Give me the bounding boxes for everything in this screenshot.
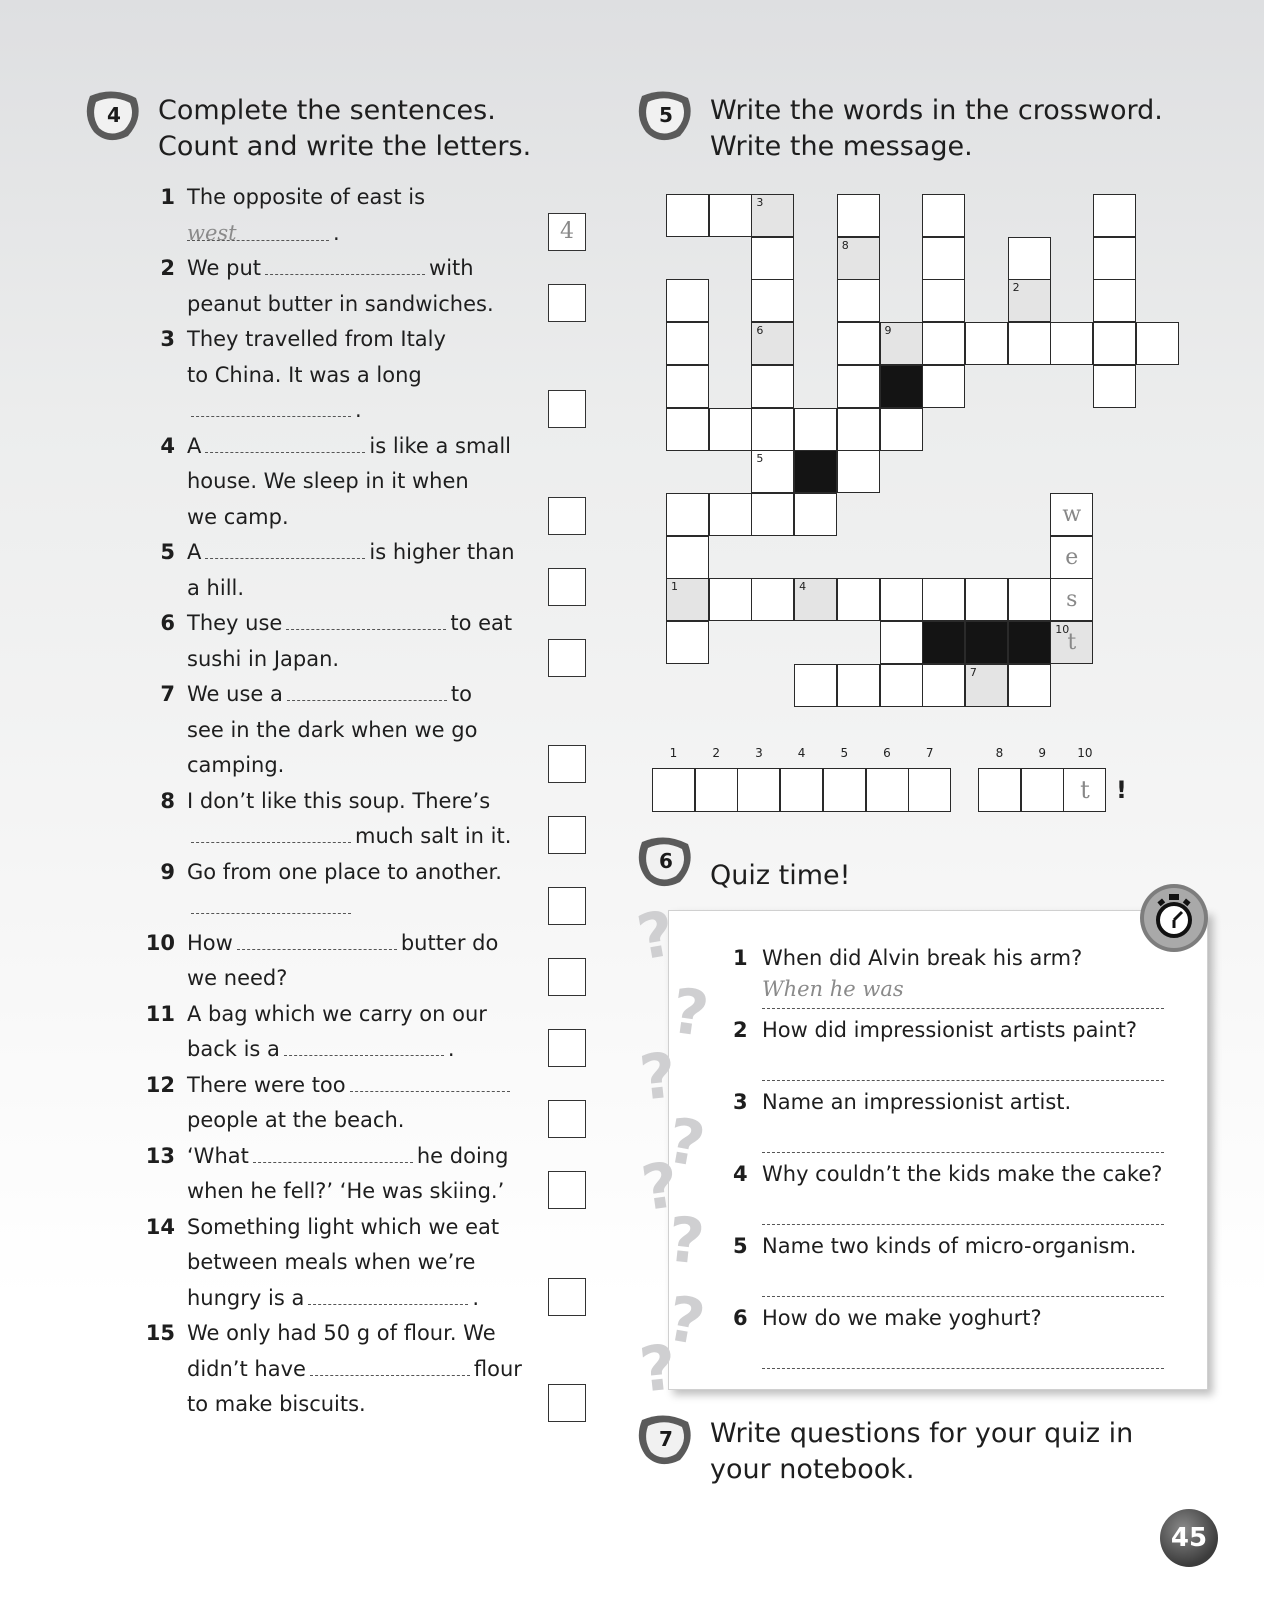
crossword-cell[interactable] xyxy=(1050,493,1093,536)
sentence-number: 2 xyxy=(160,256,175,280)
sentence-number: 10 xyxy=(145,930,175,955)
letter-count-box[interactable] xyxy=(548,1278,586,1316)
answer-blank[interactable] xyxy=(286,610,446,630)
crossword-cell[interactable] xyxy=(922,237,965,280)
sentence-item xyxy=(140,1209,535,1316)
sentence-line xyxy=(187,1067,514,1103)
message-exclamation: ! xyxy=(1116,776,1127,804)
quiz-question xyxy=(733,1301,1163,1371)
answer-blank[interactable] xyxy=(310,1356,470,1376)
crossword-cell[interactable] xyxy=(751,322,794,365)
crossword-black-cell xyxy=(922,621,965,664)
crossword-black-cell xyxy=(1008,621,1051,664)
crossword-cell[interactable] xyxy=(922,322,965,365)
sentence-item xyxy=(140,534,535,605)
crossword-black-cell xyxy=(880,365,923,408)
sentence-number: 8 xyxy=(160,788,175,813)
exercise-4-number: 4 xyxy=(107,103,121,127)
message-letter-box[interactable] xyxy=(1021,768,1064,812)
crossword-cell[interactable] xyxy=(794,664,837,707)
exercise-7-heading-line1: Write questions for your quiz in xyxy=(710,1418,1134,1449)
crossword-cell[interactable] xyxy=(1050,536,1093,579)
sentence-text: back is a xyxy=(187,1037,280,1061)
crossword-cell[interactable] xyxy=(666,322,709,365)
crossword-cell[interactable] xyxy=(837,237,880,280)
clue-number: 3 xyxy=(756,196,764,209)
answer-blank[interactable] xyxy=(191,823,351,843)
sentence-text: see in the dark when we go xyxy=(187,717,478,742)
crossword-cell[interactable] xyxy=(1050,322,1093,365)
answer-blank[interactable] xyxy=(265,255,425,275)
message-letter-box[interactable] xyxy=(908,768,951,812)
letter-count-box[interactable] xyxy=(548,568,586,606)
crossword-cell[interactable] xyxy=(794,493,837,536)
quiz-question xyxy=(733,1157,1163,1227)
sentence-line xyxy=(187,996,487,1032)
quiz-question-number: 4 xyxy=(733,1162,748,1186)
crossword-cell[interactable] xyxy=(837,408,880,451)
quiz-question-number: 6 xyxy=(733,1306,748,1330)
crossword-cell[interactable] xyxy=(1093,194,1136,237)
sentence-line xyxy=(187,1351,522,1387)
sentence-text: flour xyxy=(473,1356,522,1381)
crossword-cell[interactable] xyxy=(751,493,794,536)
sentence-text: to xyxy=(450,682,472,706)
sentence-line xyxy=(187,392,362,428)
question-mark-decoration: ? xyxy=(637,1147,683,1226)
question-mark-decoration: ? xyxy=(664,1202,708,1279)
message-number: 8 xyxy=(995,746,1004,760)
crossword-cell[interactable] xyxy=(837,578,880,621)
quiz-answer-line[interactable] xyxy=(762,1121,1164,1153)
crossword-cell[interactable] xyxy=(880,322,923,365)
crossword-cell[interactable] xyxy=(666,194,709,237)
sentence-item xyxy=(140,605,535,676)
sentence-number: 12 xyxy=(145,1072,175,1097)
sentence-text: we camp. xyxy=(187,504,289,529)
crossword-cell[interactable] xyxy=(880,621,923,664)
crossword-cell[interactable] xyxy=(751,365,794,408)
sentence-text: A bag which we carry on our xyxy=(187,1001,487,1026)
message-number: 10 xyxy=(1077,746,1093,760)
sentence-text: between meals when we’re xyxy=(187,1250,476,1274)
sentence-number: 1 xyxy=(160,185,175,209)
crossword-cell[interactable] xyxy=(880,578,923,621)
quiz-question-text: When did Alvin break his arm? xyxy=(762,946,1083,970)
sentence-item xyxy=(140,321,535,428)
sentence-text: . xyxy=(447,1037,455,1061)
exercise-5-heading-line2: Write the message. xyxy=(710,131,973,162)
sentence-text: ‘What xyxy=(187,1143,249,1168)
answer-blank[interactable] xyxy=(187,215,329,245)
sentence-number: 9 xyxy=(160,859,175,884)
question-mark-decoration: ? xyxy=(636,1330,680,1407)
sentence-text: a hill. xyxy=(187,575,245,600)
sentence-text: to China. It was a long xyxy=(187,362,422,387)
sentence-text: The opposite of east is xyxy=(187,185,426,209)
message-number: 6 xyxy=(883,746,891,760)
message-number: 2 xyxy=(712,746,720,760)
sentence-line xyxy=(187,499,289,535)
exercise-4-heading xyxy=(158,93,531,165)
exercise-5-heading-line1: Write the words in the crossword. xyxy=(710,95,1163,126)
message-letter-box[interactable] xyxy=(695,768,738,812)
quiz-answer-line[interactable] xyxy=(762,1337,1164,1369)
letter-count-box[interactable] xyxy=(548,1384,586,1422)
letter-count-box[interactable] xyxy=(548,1100,586,1138)
sentence-number: 3 xyxy=(160,327,175,351)
clue-number: 2 xyxy=(1012,281,1020,295)
crossword-cell[interactable] xyxy=(922,279,965,322)
crossword-cell[interactable] xyxy=(751,279,794,322)
question-mark-decoration: ? xyxy=(662,1281,711,1360)
exercise-6-badge xyxy=(636,834,694,888)
sentence-text: didn’t have xyxy=(187,1356,306,1381)
crossword-cell[interactable] xyxy=(922,664,965,707)
clue-number: 8 xyxy=(841,238,849,252)
crossword-cell[interactable] xyxy=(837,365,880,408)
answer-blank[interactable] xyxy=(287,681,447,701)
crossword-letter: w xyxy=(1062,501,1082,527)
crossword-cell[interactable] xyxy=(1008,322,1051,365)
sentence-line xyxy=(187,854,502,890)
message-number: 9 xyxy=(1038,746,1046,760)
message-letter-box[interactable] xyxy=(780,768,823,812)
sentence-line xyxy=(187,1244,475,1280)
crossword-cell[interactable] xyxy=(709,194,752,237)
message-letter-box[interactable] xyxy=(823,768,866,812)
crossword-cell[interactable] xyxy=(1093,279,1136,322)
sentence-text: They use xyxy=(187,611,283,635)
letter-count-box[interactable] xyxy=(548,390,586,428)
exercise-4-heading-line2: Count and write the letters. xyxy=(158,131,532,162)
quiz-question-number: 3 xyxy=(733,1090,748,1114)
crossword-cell[interactable] xyxy=(794,408,837,451)
sentence-text: A xyxy=(187,433,202,458)
crossword-cell[interactable] xyxy=(709,493,752,536)
sentence-line xyxy=(187,1031,455,1067)
letter-count-box[interactable] xyxy=(548,639,586,677)
sentence-text: Go from one place to another. xyxy=(187,859,502,884)
answer-blank[interactable] xyxy=(284,1036,444,1056)
sentence-text: . xyxy=(333,220,340,245)
sentence-number: 4 xyxy=(160,433,175,458)
answer-blank[interactable] xyxy=(191,397,351,417)
sentence-item xyxy=(140,676,535,783)
answer-blank[interactable] xyxy=(253,1143,413,1163)
crossword-cell[interactable] xyxy=(709,578,752,621)
crossword-cell[interactable] xyxy=(751,578,794,621)
crossword-cell[interactable] xyxy=(1136,322,1179,365)
sentence-number: 7 xyxy=(160,682,175,706)
crossword-cell[interactable] xyxy=(837,664,880,707)
sentence-line xyxy=(187,925,498,961)
sentence-text: hungry is a xyxy=(187,1285,305,1310)
sentence-line xyxy=(187,357,422,393)
sentence-text: Something light which we eat xyxy=(187,1214,500,1239)
sentence-text: How xyxy=(187,930,233,955)
answer-blank[interactable] xyxy=(350,1072,510,1092)
sentence-item xyxy=(140,1067,535,1138)
sentence-line xyxy=(187,215,340,251)
answer-blank[interactable] xyxy=(205,433,365,453)
handwritten-answer: west xyxy=(187,220,237,245)
sentence-text: We put xyxy=(187,256,262,280)
crossword-black-cell xyxy=(965,621,1008,664)
sentence-text: we need? xyxy=(187,966,288,990)
crossword-cell[interactable] xyxy=(666,365,709,408)
message-letter-box[interactable] xyxy=(978,768,1021,812)
message-number: 5 xyxy=(840,746,849,760)
quiz-question xyxy=(733,1085,1163,1155)
sentence-item xyxy=(140,250,535,321)
sentence-line xyxy=(187,1102,404,1138)
letter-count-box[interactable] xyxy=(548,958,586,996)
quiz-answer-line[interactable] xyxy=(762,977,1164,1009)
sentence-item xyxy=(140,925,535,996)
sentence-line xyxy=(187,676,472,712)
crossword-cell[interactable] xyxy=(880,408,923,451)
sentence-item xyxy=(140,996,535,1067)
crossword-cell[interactable] xyxy=(837,194,880,237)
exercise-6-number: 6 xyxy=(659,849,673,873)
sentence-line xyxy=(187,1209,499,1245)
exercise-4-badge xyxy=(84,88,142,142)
exercise-5-number: 5 xyxy=(659,103,673,127)
clue-number: 10 xyxy=(1055,623,1070,636)
letter-count-box[interactable] xyxy=(548,1171,586,1209)
sentence-item xyxy=(140,854,535,925)
sentence-line xyxy=(187,534,515,570)
sentence-text: They travelled from Italy xyxy=(187,327,446,351)
sentence-line xyxy=(187,1315,496,1351)
crossword-cell[interactable] xyxy=(666,279,709,322)
question-mark-decoration: ? xyxy=(667,973,713,1052)
letter-count-box[interactable]: 4 xyxy=(548,213,586,251)
sentence-line xyxy=(187,712,477,748)
exercise-7-badge xyxy=(636,1412,694,1466)
sentence-number: 14 xyxy=(145,1214,175,1239)
sentence-text: camping. xyxy=(187,753,285,777)
sentence-number: 15 xyxy=(145,1321,175,1345)
sentence-line xyxy=(187,286,494,322)
crossword-cell[interactable] xyxy=(1093,237,1136,280)
letter-count-box[interactable] xyxy=(548,284,586,322)
message-letter-box[interactable] xyxy=(737,768,780,812)
quiz-question xyxy=(733,1013,1163,1083)
sentence-item xyxy=(140,1315,535,1422)
exercise-6-heading: Quiz time! xyxy=(710,860,851,891)
crossword-cell[interactable] xyxy=(1008,664,1051,707)
crossword-cell[interactable] xyxy=(1008,578,1051,621)
letter-count-box[interactable] xyxy=(548,497,586,535)
crossword-cell[interactable] xyxy=(751,237,794,280)
crossword-cell[interactable] xyxy=(751,194,794,237)
sentence-line xyxy=(187,960,287,996)
quiz-question-number: 1 xyxy=(733,946,748,970)
sentence-line xyxy=(187,250,474,286)
exercise-5-heading xyxy=(710,93,1163,165)
question-mark-decoration: ? xyxy=(636,1038,680,1115)
sentence-text: A xyxy=(187,540,202,564)
sentence-text: sushi in Japan. xyxy=(187,646,340,671)
message-letter-box[interactable] xyxy=(866,768,909,812)
exercise-7-heading xyxy=(710,1416,1133,1488)
sentence-line xyxy=(187,570,244,606)
sentence-line xyxy=(187,783,490,819)
question-mark-decoration: ? xyxy=(631,896,680,975)
sentence-line xyxy=(187,747,284,783)
sentence-text: with xyxy=(429,256,474,280)
sentence-text: We use a xyxy=(187,682,283,706)
exercise-7-number: 7 xyxy=(659,1427,673,1451)
sentence-number: 13 xyxy=(145,1143,175,1168)
exercise-4-heading-line1: Complete the sentences. xyxy=(158,95,496,126)
quiz-answer-line[interactable] xyxy=(762,1049,1164,1081)
sentence-text: people at the beach. xyxy=(187,1108,405,1132)
sentence-line xyxy=(187,889,355,925)
sentence-line xyxy=(187,463,469,499)
quiz-question-text: Name an impressionist artist. xyxy=(762,1090,1072,1114)
crossword-cell[interactable] xyxy=(666,408,709,451)
sentence-text: peanut butter in sandwiches. xyxy=(187,291,494,316)
crossword-cell[interactable] xyxy=(751,450,794,493)
message-number: 4 xyxy=(797,746,806,760)
quiz-question xyxy=(733,941,1163,1011)
crossword-cell[interactable] xyxy=(965,322,1008,365)
message-number: 3 xyxy=(755,746,763,760)
sentence-text: We only had 50 g of flour. We xyxy=(187,1321,496,1345)
sentence-line xyxy=(187,428,511,464)
crossword-cell[interactable] xyxy=(709,408,752,451)
page-number: 45 xyxy=(1160,1509,1218,1567)
crossword-cell[interactable] xyxy=(794,578,837,621)
sentence-line xyxy=(187,605,512,641)
sentence-number: 5 xyxy=(160,540,175,564)
letter-count-box[interactable] xyxy=(548,745,586,783)
sentence-number: 6 xyxy=(160,611,175,635)
quiz-question-number: 2 xyxy=(733,1018,748,1042)
clue-number: 4 xyxy=(799,580,807,594)
quiz-question xyxy=(733,1229,1163,1299)
sentence-line xyxy=(187,179,425,215)
crossword-black-cell xyxy=(794,450,837,493)
sentence-item xyxy=(140,179,535,250)
sentence-line xyxy=(187,818,511,854)
message-number: 7 xyxy=(925,746,934,760)
crossword-letter: s xyxy=(1066,587,1078,613)
message-letter-box[interactable] xyxy=(652,768,695,812)
sentence-text: is higher than xyxy=(369,540,515,564)
sentence-text: to make biscuits. xyxy=(187,1392,366,1416)
crossword-cell[interactable] xyxy=(666,536,709,579)
answer-blank[interactable] xyxy=(237,930,397,950)
exercise-7-heading-line2: your notebook. xyxy=(710,1454,915,1485)
quiz-answer-line[interactable] xyxy=(762,1193,1164,1225)
sentence-text: butter do xyxy=(400,930,499,955)
quiz-answer-text: When he was xyxy=(762,977,904,1001)
answer-blank[interactable] xyxy=(205,539,365,559)
quiz-question-number: 5 xyxy=(733,1234,748,1258)
clue-number: 5 xyxy=(756,452,764,466)
crossword-cell[interactable] xyxy=(666,493,709,536)
sentence-text: I don’t like this soup. There’s xyxy=(187,788,491,813)
sentence-line xyxy=(187,1280,479,1316)
sentence-text: There were too xyxy=(187,1072,346,1097)
crossword-cell[interactable] xyxy=(837,322,880,365)
crossword-cell[interactable] xyxy=(751,408,794,451)
exercise-5-badge xyxy=(636,88,694,142)
quiz-question-text: Why couldn’t the kids make the cake? xyxy=(762,1162,1163,1186)
answer-blank[interactable] xyxy=(191,894,351,914)
quiz-question-text: How did impressionist artists paint? xyxy=(762,1018,1138,1042)
sentence-text: much salt in it. xyxy=(355,824,512,848)
crossword-cell[interactable] xyxy=(1093,365,1136,408)
sentence-text: house. We sleep in it when xyxy=(187,469,469,493)
message-letter-box[interactable]: t xyxy=(1063,768,1106,812)
question-mark-decoration: ? xyxy=(662,1103,711,1182)
clue-number: 6 xyxy=(756,324,764,338)
crossword-cell[interactable] xyxy=(965,578,1008,621)
sentence-text: . xyxy=(472,1285,480,1310)
letter-count-box[interactable] xyxy=(548,1029,586,1067)
sentence-text: when he fell?’ ‘He was skiing.’ xyxy=(187,1179,505,1203)
crossword-cell[interactable] xyxy=(1050,578,1093,621)
clue-number: 9 xyxy=(884,324,892,338)
sentence-text: is like a small xyxy=(369,433,511,458)
crossword-cell[interactable] xyxy=(1008,237,1051,280)
crossword-cell[interactable] xyxy=(666,621,709,664)
crossword-cell[interactable] xyxy=(922,365,965,408)
letter-count-box[interactable] xyxy=(548,887,586,925)
clue-number: 7 xyxy=(969,665,977,679)
crossword-cell[interactable] xyxy=(922,194,965,237)
sentence-item xyxy=(140,1138,535,1209)
crossword-cell[interactable] xyxy=(880,664,923,707)
answer-blank[interactable] xyxy=(308,1285,468,1305)
crossword-cell[interactable] xyxy=(1050,621,1093,664)
sentence-line xyxy=(187,1173,504,1209)
message-number: 1 xyxy=(669,746,678,760)
sentence-line xyxy=(187,1386,366,1422)
quiz-question-text: How do we make yoghurt? xyxy=(762,1306,1042,1330)
quiz-answer-line[interactable] xyxy=(762,1265,1164,1297)
sentence-number: 11 xyxy=(145,1001,175,1026)
sentence-line xyxy=(187,641,339,677)
sentence-text: he doing xyxy=(416,1143,509,1168)
quiz-question-text: Name two kinds of micro-organism. xyxy=(762,1234,1137,1258)
crossword-cell[interactable] xyxy=(965,664,1008,707)
sentence-item xyxy=(140,783,535,854)
crossword-cell[interactable] xyxy=(922,578,965,621)
sentence-item xyxy=(140,428,535,535)
crossword-cell[interactable] xyxy=(837,279,880,322)
letter-count-box[interactable] xyxy=(548,816,586,854)
sentence-line xyxy=(187,1138,508,1174)
crossword-cell[interactable] xyxy=(666,578,709,621)
crossword-cell[interactable] xyxy=(1093,322,1136,365)
clue-number: 1 xyxy=(671,580,678,594)
crossword-letter: e xyxy=(1065,544,1079,570)
crossword-letter: t xyxy=(1067,630,1077,655)
sentence-line xyxy=(187,321,446,357)
crossword-cell[interactable] xyxy=(1008,279,1051,322)
sentence-text: to eat xyxy=(450,611,513,635)
sentence-text: . xyxy=(355,398,362,422)
crossword-cell[interactable] xyxy=(837,450,880,493)
